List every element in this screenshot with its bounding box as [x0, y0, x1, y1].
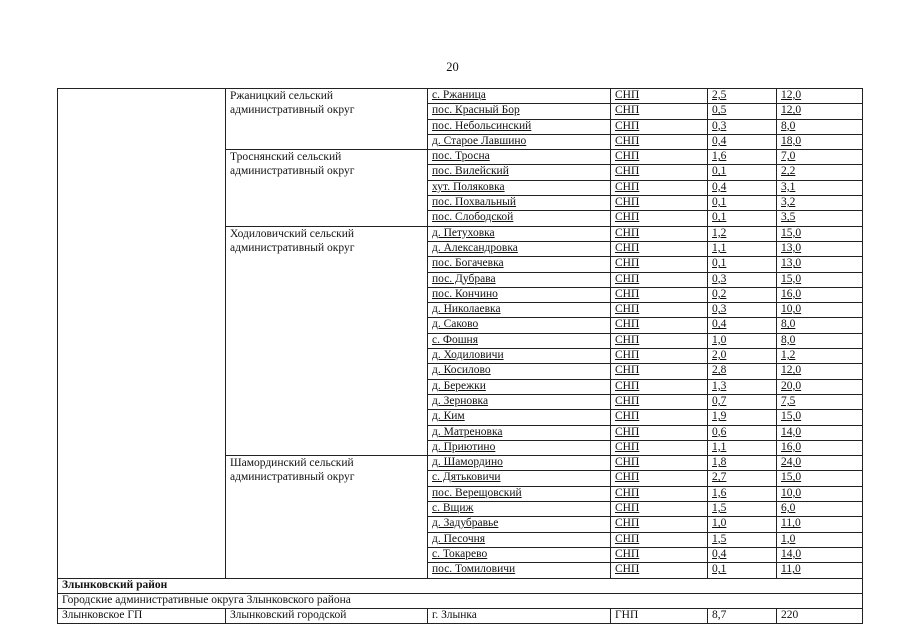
settlement-name-cell: д. Матреновка	[428, 425, 611, 440]
settlement-name-cell: пос. Небольсинский	[428, 119, 611, 134]
value-1-cell: 1,9	[708, 410, 777, 425]
settlement-name-cell: пос. Томиловичи	[428, 563, 611, 578]
okrug-cell: Ржаницкий сельский административный округ	[226, 89, 428, 150]
settlement-type-cell: СНП	[611, 563, 708, 578]
settlement-type-cell: СНП	[611, 196, 708, 211]
settlement-type-cell: СНП	[611, 180, 708, 195]
settlement-type-cell: СНП	[611, 165, 708, 180]
settlement-type-cell: СНП	[611, 440, 708, 455]
settlement-type-cell: СНП	[611, 226, 708, 241]
gp-cell: Злынковское ГП	[58, 609, 226, 624]
district-subtitle-row	[58, 593, 863, 608]
value-1-cell: 8,7	[708, 609, 777, 624]
value-2-cell: 7,5	[777, 394, 863, 409]
value-1-cell: 1,1	[708, 440, 777, 455]
table-row	[58, 609, 863, 624]
value-2-cell: 13,0	[777, 257, 863, 272]
value-2-cell: 3,2	[777, 196, 863, 211]
value-1-cell: 0,4	[708, 180, 777, 195]
settlement-type-cell: СНП	[611, 379, 708, 394]
settlement-name-cell: д. Косилово	[428, 364, 611, 379]
value-2-cell: 8,0	[777, 318, 863, 333]
value-2-cell: 15,0	[777, 226, 863, 241]
value-1-cell: 2,8	[708, 364, 777, 379]
value-1-cell: 0,4	[708, 547, 777, 562]
value-1-cell: 0,1	[708, 211, 777, 226]
settlement-name-cell: хут. Поляковка	[428, 180, 611, 195]
value-2-cell: 15,0	[777, 410, 863, 425]
value-2-cell: 14,0	[777, 547, 863, 562]
settlement-name-cell: д. Зерновка	[428, 394, 611, 409]
value-2-cell: 11,0	[777, 517, 863, 532]
settlements-table-body	[58, 89, 863, 624]
value-2-cell: 1,0	[777, 532, 863, 547]
settlement-type-cell: СНП	[611, 349, 708, 364]
settlement-type-cell: СНП	[611, 104, 708, 119]
settlement-name-cell: д. Ким	[428, 410, 611, 425]
value-1-cell: 0,5	[708, 104, 777, 119]
value-1-cell: 1,6	[708, 486, 777, 501]
settlement-type-cell: СНП	[611, 486, 708, 501]
value-2-cell: 12,0	[777, 89, 863, 104]
value-2-cell: 8,0	[777, 333, 863, 348]
value-1-cell: 0,3	[708, 303, 777, 318]
settlement-name-cell: пос. Дубрава	[428, 272, 611, 287]
value-2-cell: 12,0	[777, 364, 863, 379]
settlement-type-cell: СНП	[611, 394, 708, 409]
table-row	[58, 89, 863, 104]
value-1-cell: 1,3	[708, 379, 777, 394]
value-1-cell: 1,2	[708, 226, 777, 241]
value-2-cell: 6,0	[777, 502, 863, 517]
okrug-cell: Троснянский сельский административный округ	[226, 150, 428, 226]
settlement-type-cell: СНП	[611, 410, 708, 425]
district-title-row	[58, 578, 863, 593]
settlement-name-cell: пос. Кончино	[428, 287, 611, 302]
settlement-name-cell: с. Фошня	[428, 333, 611, 348]
value-2-cell: 10,0	[777, 486, 863, 501]
value-2-cell: 1,2	[777, 349, 863, 364]
settlement-name-cell: д. Приютино	[428, 440, 611, 455]
settlement-type-cell: ГНП	[611, 609, 708, 624]
value-1-cell: 0,7	[708, 394, 777, 409]
value-2-cell: 15,0	[777, 272, 863, 287]
settlement-name-cell: пос. Верещовский	[428, 486, 611, 501]
value-1-cell: 0,1	[708, 563, 777, 578]
settlement-type-cell: СНП	[611, 211, 708, 226]
settlement-type-cell: СНП	[611, 241, 708, 256]
settlement-type-cell: СНП	[611, 471, 708, 486]
settlement-name-cell: д. Старое Лавшино	[428, 134, 611, 149]
settlement-name-cell: д. Петуховка	[428, 226, 611, 241]
value-2-cell: 18,0	[777, 134, 863, 149]
value-1-cell: 1,8	[708, 456, 777, 471]
settlement-name-cell: пос. Слободской	[428, 211, 611, 226]
page-number: 20	[446, 60, 459, 74]
settlement-type-cell: СНП	[611, 333, 708, 348]
settlement-name-cell: с. Токарево	[428, 547, 611, 562]
settlement-name-cell: д. Бережки	[428, 379, 611, 394]
settlement-type-cell: СНП	[611, 517, 708, 532]
value-2-cell: 2,2	[777, 165, 863, 180]
settlement-name-cell: пос. Красный Бор	[428, 104, 611, 119]
settlement-type-cell: СНП	[611, 134, 708, 149]
value-1-cell: 2,0	[708, 349, 777, 364]
settlement-name-cell: д. Александровка	[428, 241, 611, 256]
okrug-cell: Злынковский городской	[226, 609, 428, 624]
settlement-name-cell: д. Саково	[428, 318, 611, 333]
value-1-cell: 0,1	[708, 196, 777, 211]
okrug-cell: Ходиловичский сельский административный округ	[226, 226, 428, 455]
value-1-cell: 1,6	[708, 150, 777, 165]
value-2-cell: 11,0	[777, 563, 863, 578]
settlement-type-cell: СНП	[611, 532, 708, 547]
value-1-cell: 0,2	[708, 287, 777, 302]
value-2-cell: 24,0	[777, 456, 863, 471]
settlement-name-cell: д. Николаевка	[428, 303, 611, 318]
value-1-cell: 1,5	[708, 532, 777, 547]
value-1-cell: 1,0	[708, 517, 777, 532]
value-2-cell: 3,5	[777, 211, 863, 226]
value-2-cell: 10,0	[777, 303, 863, 318]
okrug-cell: Шамординский сельский административный округ	[226, 456, 428, 578]
settlement-name-cell: с. Ржаница	[428, 89, 611, 104]
empty-district-cell	[58, 89, 226, 579]
settlement-type-cell: СНП	[611, 318, 708, 333]
value-1-cell: 0,3	[708, 119, 777, 134]
settlement-type-cell: СНП	[611, 303, 708, 318]
settlement-name-cell: с. Дятьковичи	[428, 471, 611, 486]
value-1-cell: 1,0	[708, 333, 777, 348]
settlement-type-cell: СНП	[611, 119, 708, 134]
value-2-cell: 7,0	[777, 150, 863, 165]
value-2-cell: 14,0	[777, 425, 863, 440]
value-2-cell: 220	[777, 609, 863, 624]
value-1-cell: 2,5	[708, 89, 777, 104]
settlement-name-cell: пос. Похвальный	[428, 196, 611, 211]
value-2-cell: 12,0	[777, 104, 863, 119]
value-1-cell: 1,5	[708, 502, 777, 517]
settlement-name-cell: д. Ходиловичи	[428, 349, 611, 364]
settlement-type-cell: СНП	[611, 272, 708, 287]
settlement-name-cell: г. Злынка	[428, 609, 611, 624]
value-2-cell: 16,0	[777, 287, 863, 302]
settlement-name-cell: д. Задубравье	[428, 517, 611, 532]
value-1-cell: 0,4	[708, 134, 777, 149]
value-2-cell: 15,0	[777, 471, 863, 486]
settlement-type-cell: СНП	[611, 257, 708, 272]
settlement-type-cell: СНП	[611, 89, 708, 104]
value-2-cell: 13,0	[777, 241, 863, 256]
value-1-cell: 0,1	[708, 165, 777, 180]
settlements-table	[57, 88, 863, 624]
value-2-cell: 3,1	[777, 180, 863, 195]
value-1-cell: 2,7	[708, 471, 777, 486]
settlement-name-cell: пос. Тросна	[428, 150, 611, 165]
value-2-cell: 16,0	[777, 440, 863, 455]
settlement-type-cell: СНП	[611, 425, 708, 440]
district-subtitle: Городские административные округа Злынковского района	[58, 593, 863, 608]
settlement-name-cell: пос. Вилейский	[428, 165, 611, 180]
settlement-type-cell: СНП	[611, 502, 708, 517]
value-1-cell: 0,6	[708, 425, 777, 440]
settlement-name-cell: д. Шамордино	[428, 456, 611, 471]
value-1-cell: 0,1	[708, 257, 777, 272]
settlement-type-cell: СНП	[611, 456, 708, 471]
settlement-type-cell: СНП	[611, 547, 708, 562]
settlement-type-cell: СНП	[611, 364, 708, 379]
value-2-cell: 20,0	[777, 379, 863, 394]
settlement-name-cell: д. Песочня	[428, 532, 611, 547]
settlement-name-cell: с. Вщиж	[428, 502, 611, 517]
settlement-type-cell: СНП	[611, 287, 708, 302]
district-title: Злынковский район	[58, 578, 863, 593]
settlement-name-cell: пос. Богачевка	[428, 257, 611, 272]
settlement-type-cell: СНП	[611, 150, 708, 165]
value-2-cell: 8,0	[777, 119, 863, 134]
value-1-cell: 1,1	[708, 241, 777, 256]
value-1-cell: 0,4	[708, 318, 777, 333]
value-1-cell: 0,3	[708, 272, 777, 287]
